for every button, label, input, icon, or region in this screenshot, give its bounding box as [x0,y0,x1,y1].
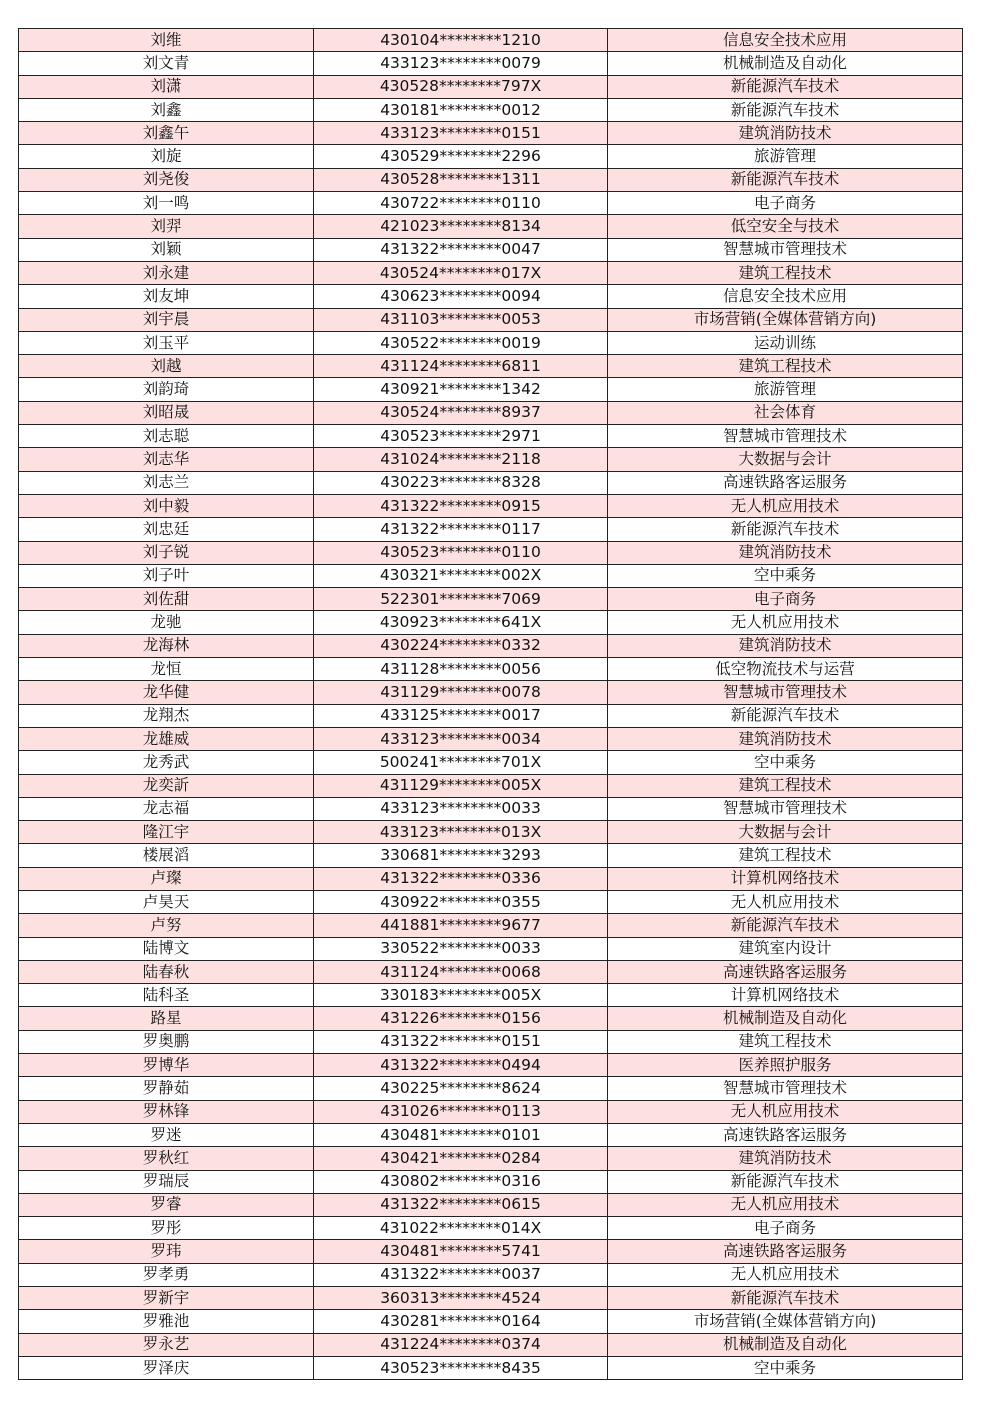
id-number-cell: 360313********4524 [314,1287,608,1310]
major-cell: 新能源汽车技术 [608,914,963,937]
id-number-cell: 430529********2296 [314,145,608,168]
major-cell: 新能源汽车技术 [608,518,963,541]
table-row [19,401,963,424]
table-row [19,1310,963,1333]
major-cell: 智慧城市管理技术 [608,681,963,704]
major-cell: 无人机应用技术 [608,1263,963,1286]
id-number-cell: 431129********0078 [314,681,608,704]
name-cell: 陆科圣 [19,984,314,1007]
major-cell: 高速铁路客运服务 [608,960,963,983]
table-row [19,1287,963,1310]
major-cell: 建筑消防技术 [608,541,963,564]
id-number-cell: 430523********0110 [314,541,608,564]
id-number-cell: 441881********9677 [314,914,608,937]
name-cell: 罗永艺 [19,1333,314,1356]
id-number-cell: 430722********0110 [314,192,608,215]
major-cell: 社会体育 [608,401,963,424]
table-row [19,984,963,1007]
major-cell: 无人机应用技术 [608,494,963,517]
id-number-cell: 430421********0284 [314,1147,608,1170]
major-cell: 新能源汽车技术 [608,1170,963,1193]
id-number-cell: 433123********013X [314,821,608,844]
major-cell: 新能源汽车技术 [608,98,963,121]
name-cell: 路星 [19,1007,314,1030]
major-cell: 电子商务 [608,192,963,215]
table-row [19,192,963,215]
major-cell: 建筑工程技术 [608,261,963,284]
table-row [19,844,963,867]
major-cell: 低空安全与技术 [608,215,963,238]
id-number-cell: 522301********7069 [314,588,608,611]
table-row [19,1170,963,1193]
id-number-cell: 430524********8937 [314,401,608,424]
id-number-cell: 430523********2971 [314,425,608,448]
id-number-cell: 430921********1342 [314,378,608,401]
major-cell: 空中乘务 [608,1356,963,1379]
major-cell: 低空物流技术与运营 [608,658,963,681]
name-cell: 刘玉平 [19,331,314,354]
major-cell: 建筑消防技术 [608,1147,963,1170]
name-cell: 龙海林 [19,634,314,657]
major-cell: 机械制造及自动化 [608,1333,963,1356]
name-cell: 刘鑫 [19,98,314,121]
id-number-cell: 431124********6811 [314,355,608,378]
id-number-cell: 430225********8624 [314,1077,608,1100]
name-cell: 刘子锐 [19,541,314,564]
name-cell: 刘鑫午 [19,122,314,145]
major-cell: 大数据与会计 [608,448,963,471]
id-number-cell: 431129********005X [314,774,608,797]
major-cell: 智慧城市管理技术 [608,1077,963,1100]
id-number-cell: 430524********017X [314,261,608,284]
name-cell: 罗睿 [19,1193,314,1216]
table-row [19,1147,963,1170]
major-cell: 智慧城市管理技术 [608,797,963,820]
id-number-cell: 500241********701X [314,751,608,774]
name-cell: 龙秀武 [19,751,314,774]
major-cell: 新能源汽车技术 [608,704,963,727]
table-row [19,98,963,121]
id-number-cell: 431322********0615 [314,1193,608,1216]
id-number-cell: 431322********0037 [314,1263,608,1286]
id-number-cell: 431224********0374 [314,1333,608,1356]
table-row [19,611,963,634]
major-cell: 医养照护服务 [608,1054,963,1077]
name-cell: 刘志聪 [19,425,314,448]
major-cell: 无人机应用技术 [608,1193,963,1216]
name-cell: 陆博文 [19,937,314,960]
name-cell: 龙雄威 [19,727,314,750]
name-cell: 刘友坤 [19,285,314,308]
id-number-cell: 431322********0151 [314,1030,608,1053]
table-row [19,797,963,820]
name-cell: 刘尧俊 [19,168,314,191]
id-number-cell: 433125********0017 [314,704,608,727]
name-cell: 龙奕訢 [19,774,314,797]
name-cell: 龙恒 [19,658,314,681]
major-cell: 建筑工程技术 [608,1030,963,1053]
name-cell: 卢璨 [19,867,314,890]
major-cell: 新能源汽车技术 [608,168,963,191]
id-number-cell: 430522********0019 [314,331,608,354]
major-cell: 建筑消防技术 [608,122,963,145]
name-cell: 刘颖 [19,238,314,261]
id-number-cell: 430224********0332 [314,634,608,657]
major-cell: 信息安全技术应用 [608,285,963,308]
name-cell: 卢昊天 [19,890,314,913]
id-number-cell: 430181********0012 [314,98,608,121]
id-number-cell: 430481********0101 [314,1123,608,1146]
major-cell: 信息安全技术应用 [608,29,963,52]
name-cell: 刘宇晨 [19,308,314,331]
table-row [19,215,963,238]
name-cell: 卢努 [19,914,314,937]
major-cell: 智慧城市管理技术 [608,238,963,261]
name-cell: 刘志兰 [19,471,314,494]
name-cell: 罗瑞辰 [19,1170,314,1193]
major-cell: 机械制造及自动化 [608,1007,963,1030]
major-cell: 电子商务 [608,588,963,611]
id-number-cell: 433123********0151 [314,122,608,145]
table-row [19,1007,963,1030]
major-cell: 高速铁路客运服务 [608,1123,963,1146]
major-cell: 市场营销(全媒体营销方向) [608,1310,963,1333]
id-number-cell: 330183********005X [314,984,608,1007]
name-cell: 罗林锋 [19,1100,314,1123]
table-row [19,821,963,844]
table-row [19,285,963,308]
name-cell: 龙驰 [19,611,314,634]
major-cell: 高速铁路客运服务 [608,1240,963,1263]
id-number-cell: 430528********1311 [314,168,608,191]
id-number-cell: 431128********0056 [314,658,608,681]
major-cell: 新能源汽车技术 [608,75,963,98]
major-cell: 旅游管理 [608,145,963,168]
name-cell: 刘文青 [19,52,314,75]
table-row [19,471,963,494]
name-cell: 罗泽庆 [19,1356,314,1379]
table-row [19,355,963,378]
id-number-cell: 431022********014X [314,1217,608,1240]
table-row [19,238,963,261]
table-row [19,1100,963,1123]
table-row [19,658,963,681]
name-cell: 罗孝勇 [19,1263,314,1286]
id-number-cell: 431026********0113 [314,1100,608,1123]
id-number-cell: 430321********002X [314,564,608,587]
table-row [19,681,963,704]
table-body [19,29,963,1380]
id-number-cell: 431322********0494 [314,1054,608,1077]
major-cell: 市场营销(全媒体营销方向) [608,308,963,331]
id-number-cell: 330681********3293 [314,844,608,867]
table-row [19,634,963,657]
name-cell: 刘越 [19,355,314,378]
table-row [19,52,963,75]
name-cell: 陆春秋 [19,960,314,983]
table-row [19,541,963,564]
name-cell: 刘永建 [19,261,314,284]
table-row [19,867,963,890]
major-cell: 建筑消防技术 [608,727,963,750]
name-cell: 罗静茹 [19,1077,314,1100]
table-row [19,960,963,983]
table-row [19,890,963,913]
id-number-cell: 431322********0117 [314,518,608,541]
name-cell: 龙华健 [19,681,314,704]
table-row [19,145,963,168]
major-cell: 无人机应用技术 [608,890,963,913]
table-row [19,1030,963,1053]
id-number-cell: 430528********797X [314,75,608,98]
major-cell: 智慧城市管理技术 [608,425,963,448]
major-cell: 无人机应用技术 [608,1100,963,1123]
table-row [19,29,963,52]
name-cell: 隆江宇 [19,821,314,844]
name-cell: 刘昭晟 [19,401,314,424]
table-row [19,588,963,611]
major-cell: 建筑室内设计 [608,937,963,960]
table-row [19,564,963,587]
id-number-cell: 433123********0033 [314,797,608,820]
name-cell: 罗彤 [19,1217,314,1240]
id-number-cell: 430104********1210 [314,29,608,52]
major-cell: 机械制造及自动化 [608,52,963,75]
id-number-cell: 433123********0079 [314,52,608,75]
name-cell: 龙翔杰 [19,704,314,727]
name-cell: 刘一鸣 [19,192,314,215]
table-row [19,1123,963,1146]
table-row [19,518,963,541]
name-cell: 罗雅池 [19,1310,314,1333]
table-row [19,1077,963,1100]
table-row [19,774,963,797]
id-number-cell: 433123********0034 [314,727,608,750]
id-number-cell: 431322********0047 [314,238,608,261]
name-cell: 刘潇 [19,75,314,98]
id-number-cell: 431124********0068 [314,960,608,983]
table-row [19,308,963,331]
major-cell: 建筑消防技术 [608,634,963,657]
id-number-cell: 431103********0053 [314,308,608,331]
name-cell: 刘旋 [19,145,314,168]
major-cell: 运动训练 [608,331,963,354]
name-cell: 罗奥鹏 [19,1030,314,1053]
major-cell: 电子商务 [608,1217,963,1240]
name-cell: 楼展滔 [19,844,314,867]
table-row [19,914,963,937]
table-row [19,1193,963,1216]
id-number-cell: 430802********0316 [314,1170,608,1193]
id-number-cell: 430523********8435 [314,1356,608,1379]
major-cell: 建筑工程技术 [608,774,963,797]
id-number-cell: 430223********8328 [314,471,608,494]
table-row [19,494,963,517]
student-table [18,28,963,1380]
table-row [19,704,963,727]
id-number-cell: 430922********0355 [314,890,608,913]
name-cell: 刘韵琦 [19,378,314,401]
major-cell: 无人机应用技术 [608,611,963,634]
id-number-cell: 430623********0094 [314,285,608,308]
major-cell: 空中乘务 [608,564,963,587]
major-cell: 大数据与会计 [608,821,963,844]
table-row [19,1333,963,1356]
table-row [19,448,963,471]
table-row [19,937,963,960]
major-cell: 空中乘务 [608,751,963,774]
table-row [19,1240,963,1263]
table-row [19,331,963,354]
id-number-cell: 431024********2118 [314,448,608,471]
table-row [19,727,963,750]
id-number-cell: 430923********641X [314,611,608,634]
name-cell: 刘忠廷 [19,518,314,541]
table-row [19,261,963,284]
id-number-cell: 330522********0033 [314,937,608,960]
name-cell: 罗玮 [19,1240,314,1263]
major-cell: 建筑工程技术 [608,844,963,867]
table-row [19,751,963,774]
table-row [19,1054,963,1077]
major-cell: 计算机网络技术 [608,984,963,1007]
name-cell: 罗秋红 [19,1147,314,1170]
name-cell: 刘志华 [19,448,314,471]
table-row [19,425,963,448]
name-cell: 刘佐甜 [19,588,314,611]
major-cell: 新能源汽车技术 [608,1287,963,1310]
major-cell: 高速铁路客运服务 [608,471,963,494]
name-cell: 刘羿 [19,215,314,238]
table-row [19,75,963,98]
table-row [19,1263,963,1286]
table-row [19,378,963,401]
name-cell: 龙志福 [19,797,314,820]
major-cell: 旅游管理 [608,378,963,401]
id-number-cell: 431226********0156 [314,1007,608,1030]
id-number-cell: 430281********0164 [314,1310,608,1333]
table-row [19,1356,963,1379]
id-number-cell: 431322********0915 [314,494,608,517]
table-row [19,168,963,191]
major-cell: 计算机网络技术 [608,867,963,890]
table-row [19,1217,963,1240]
name-cell: 刘维 [19,29,314,52]
name-cell: 刘中毅 [19,494,314,517]
name-cell: 罗新宇 [19,1287,314,1310]
table-row [19,122,963,145]
name-cell: 罗迷 [19,1123,314,1146]
id-number-cell: 431322********0336 [314,867,608,890]
name-cell: 刘子叶 [19,564,314,587]
name-cell: 罗博华 [19,1054,314,1077]
major-cell: 建筑工程技术 [608,355,963,378]
id-number-cell: 430481********5741 [314,1240,608,1263]
id-number-cell: 421023********8134 [314,215,608,238]
